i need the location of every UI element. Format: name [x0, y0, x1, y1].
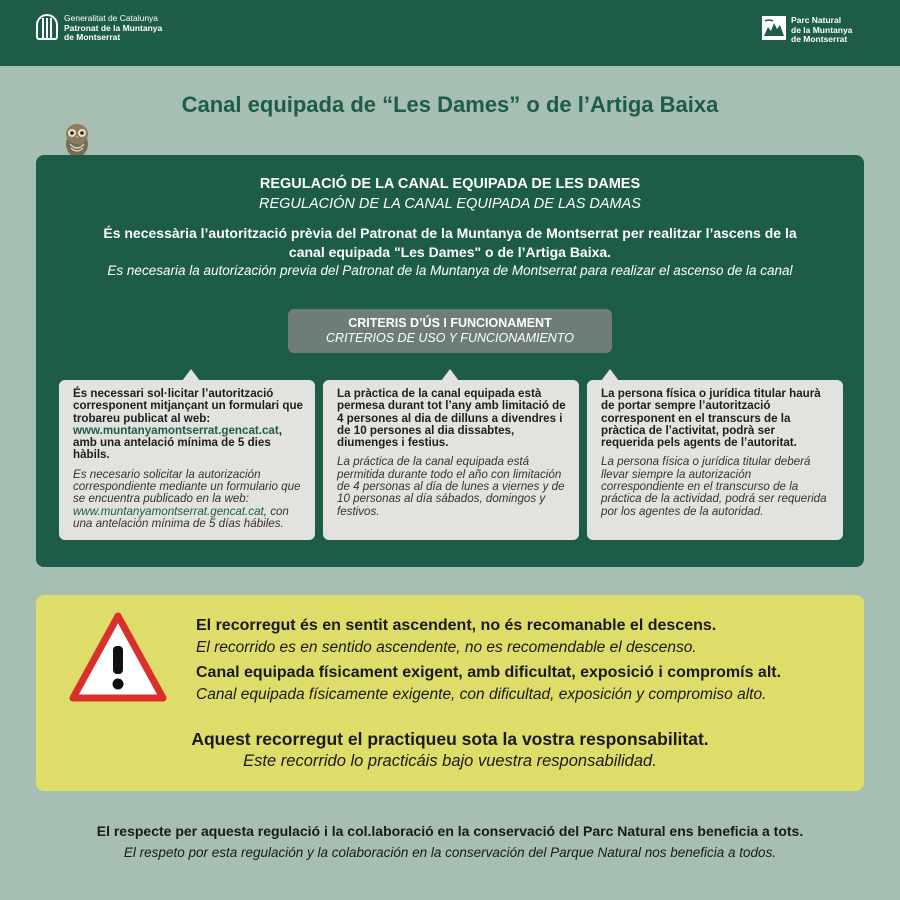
card-1-text-es: Es necesario solicitar la autorización correspondiente mediante un formulario que se encuentra publicado en la web: www.muntanyamontserrat.gencat.cat, con una antelación mínima de 5 días hábiles.: [73, 467, 301, 530]
footer-ca: El respecte per aquesta regulació i la col.laboració en la conservació del Parc Natural ens beneficia a tots.: [96, 823, 804, 839]
generalitat-logo: [36, 14, 162, 43]
regulation-intro-es: Es necesaria la autorización previa del Patronat de la Muntanya de Montserrat para realizar el ascenso de la canal: [107, 263, 793, 278]
card-3-text-es: La persona física o jurídica titular deberá llevar siempre la autorización correspondiente en el transcurso de la práctica de la actividad, podrá ser requerida por los agentes de la autoridad.: [601, 455, 827, 518]
responsibility-es: Este recorrido lo practicáis bajo vuestra responsabilidad.: [243, 752, 657, 770]
regulation-title-es: REGULACIÓN DE LA CANAL EQUIPADA DE LAS DAMAS: [259, 196, 641, 212]
warning-line-1-es: El recorrido es en sentido ascendente, no es recomendable el descenso.: [196, 639, 697, 656]
logo-left-line-3: de Montserrat: [64, 32, 121, 42]
warning-line-2-es: Canal equipada físicamente exigente, con dificultad, exposición y compromiso alto.: [196, 686, 767, 703]
card-1-text-ca: És necessari sol·licitar l’autorització corresponent mitjançant un formulari que trobareu publicat al web: www.muntanyamontserrat.gencat.cat, amb una antelació mínima de 5 dies hàbils.: [73, 387, 303, 462]
warning-line-2-ca: Canal equipada físicament exigent, amb dificultat, exposició i compromís alt.: [196, 664, 782, 681]
card-2-text-es: La práctica de la canal equipada está permitida durante todo el año con limitación de 4 personas al día de lunes a viernes y de 10 personas al día sábados, domingos y festivos.: [337, 455, 565, 518]
criteria-title-ca: CRITERIS D’ÚS I FUNCIONAMENT: [348, 316, 552, 330]
criteria-card-carry-authorization: [587, 380, 843, 540]
logo-right-line-3: de Montserrat: [791, 34, 848, 44]
regulation-title-ca: REGULACIÓ DE LA CANAL EQUIPADA DE LES DAMES: [259, 176, 641, 192]
criteria-card-capacity: [323, 380, 579, 540]
criteria-box: [288, 309, 612, 353]
owl-icon: [62, 122, 92, 158]
responsibility-ca: Aquest recorregut el practiqueu sota la vostra responsabilitat.: [191, 729, 709, 749]
generalitat-logo-icon: [36, 14, 58, 42]
header-bar: [0, 0, 900, 66]
website-link-es[interactable]: www.muntanyamontserrat.gencat.cat: [73, 504, 264, 518]
logo-left-line-2: Patronat de la Muntanya: [64, 22, 163, 33]
parc-natural-logo-icon: [762, 16, 786, 40]
logo-right-line-1: Parc Natural: [791, 15, 842, 25]
logo-left-line-1: Generalitat de Catalunya: [64, 13, 159, 23]
card-2-text-ca: La pràctica de la canal equipada està permesa durant tot l’any amb limitació de 4 persones al dia de dilluns a divendres i de 10 persones al dia dissabtes, diumenges i festius.: [337, 387, 566, 450]
regulation-intro-ca: [40, 224, 860, 262]
logo-right-line-2: de la Muntanya: [791, 24, 853, 35]
parc-natural-logo: [762, 16, 852, 45]
intro-line-1: És necessària l’autorització prèvia del Patronat de la Muntanya de Montserrat per realitzar l’ascens de la: [103, 225, 797, 241]
card-3-text-ca: La persona física o jurídica titular haurà de portar sempre l’autorització corresponent en el transcurs de la pràctica de l’activitat, podrà ser requerida pels agents de l’autoritat.: [601, 387, 821, 450]
warning-line-1-ca: El recorregut és en sentit ascendent, no és recomanable el descens.: [196, 617, 717, 634]
warning-triangle-icon: [68, 610, 168, 704]
website-link-ca[interactable]: www.muntanyamontserrat.gencat.cat: [73, 423, 279, 437]
criteria-card-authorization: [59, 380, 315, 540]
criteria-title-es: CRITERIOS DE USO Y FUNCIONAMIENTO: [326, 331, 574, 345]
page-title: Canal equipada de “Les Dames” o de l’Artiga Baixa: [181, 92, 719, 117]
intro-line-2: canal equipada "Les Dames" o de l’Artiga Baixa.: [288, 244, 612, 260]
footer-es: El respeto por esta regulación y la colaboración en la conservación del Parque Natural nos beneficia a todos.: [123, 845, 777, 860]
